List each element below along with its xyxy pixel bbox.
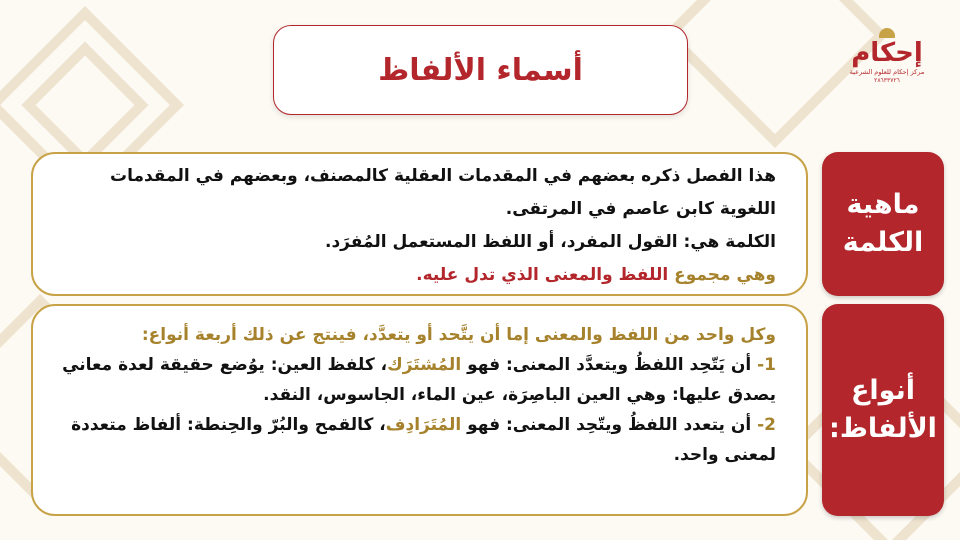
- logo-name: إحكام: [851, 38, 923, 68]
- logo-dome-icon: [879, 28, 895, 38]
- section1-content: [31, 152, 808, 296]
- section2-label: [822, 304, 944, 516]
- section2-content: [31, 304, 808, 516]
- section1-para3-b: اللفظ والمعنى الذي تدل عليه.: [416, 265, 669, 285]
- section2-label-line1: أنواع: [850, 375, 915, 406]
- logo-number: ٢٨٦٣٣٧٢٦: [874, 77, 900, 84]
- section1-para2: الكلمة هي: القول المفرد، أو اللفظ المستعمل المُفرَد.: [324, 232, 776, 252]
- section1-para3-a: وهي مجموع: [668, 265, 776, 285]
- section1-label-line2: الكلمة: [842, 227, 924, 258]
- logo: [846, 28, 928, 94]
- title-box: [273, 25, 688, 115]
- section2-item2-num: 2-: [757, 415, 776, 435]
- section2-item2-term: المُتَرَادِف: [385, 415, 462, 435]
- page-title: أسماء الألفاظ: [378, 52, 583, 88]
- section1-para3: [49, 259, 776, 292]
- logo-subtitle: مركز إحكام للعلوم الشرعية: [849, 68, 925, 76]
- section2-item2: [49, 410, 776, 470]
- section2-label-line2: الألفاظ:: [829, 413, 937, 444]
- section2-item2-a: أن يتعدد اللفظُ ويتّحِد المعنى: فهو: [461, 415, 758, 435]
- section2-item1-term: المُشتَرَك: [387, 355, 462, 375]
- section1-para1: هذا الفصل ذكره بعضهم في المقدمات العقلية كالمصنف، وبعضهم في المقدمات اللغوية كابن عاصم في المرتقى.: [110, 166, 776, 219]
- section2-item1-b: ، كلفظ العين: يوُضع حقيقة لعدة معاني يصدق عليها: وهي العين الباصِرَة، عين الماء، الجاسوس، النقد.: [62, 355, 776, 405]
- section1-label: [822, 152, 944, 296]
- section2-item2-b: ، كالقمح والبُرّ والحِنطة: ألفاظ متعددة لمعنى واحد.: [71, 415, 776, 465]
- section2-item1-a: أن يَتّحِد اللفظُ ويتعدَّد المعنى: فهو: [461, 355, 758, 375]
- section2-item1-num: 1-: [757, 355, 776, 375]
- section2-intro: وكل واحد من اللفظ والمعنى إما أن يتَّحد أو يتعدَّد، فينتج عن ذلك أربعة أنواع:: [141, 325, 776, 345]
- section2-item1: [49, 350, 776, 410]
- section1-label-line1: ماهية: [846, 189, 920, 220]
